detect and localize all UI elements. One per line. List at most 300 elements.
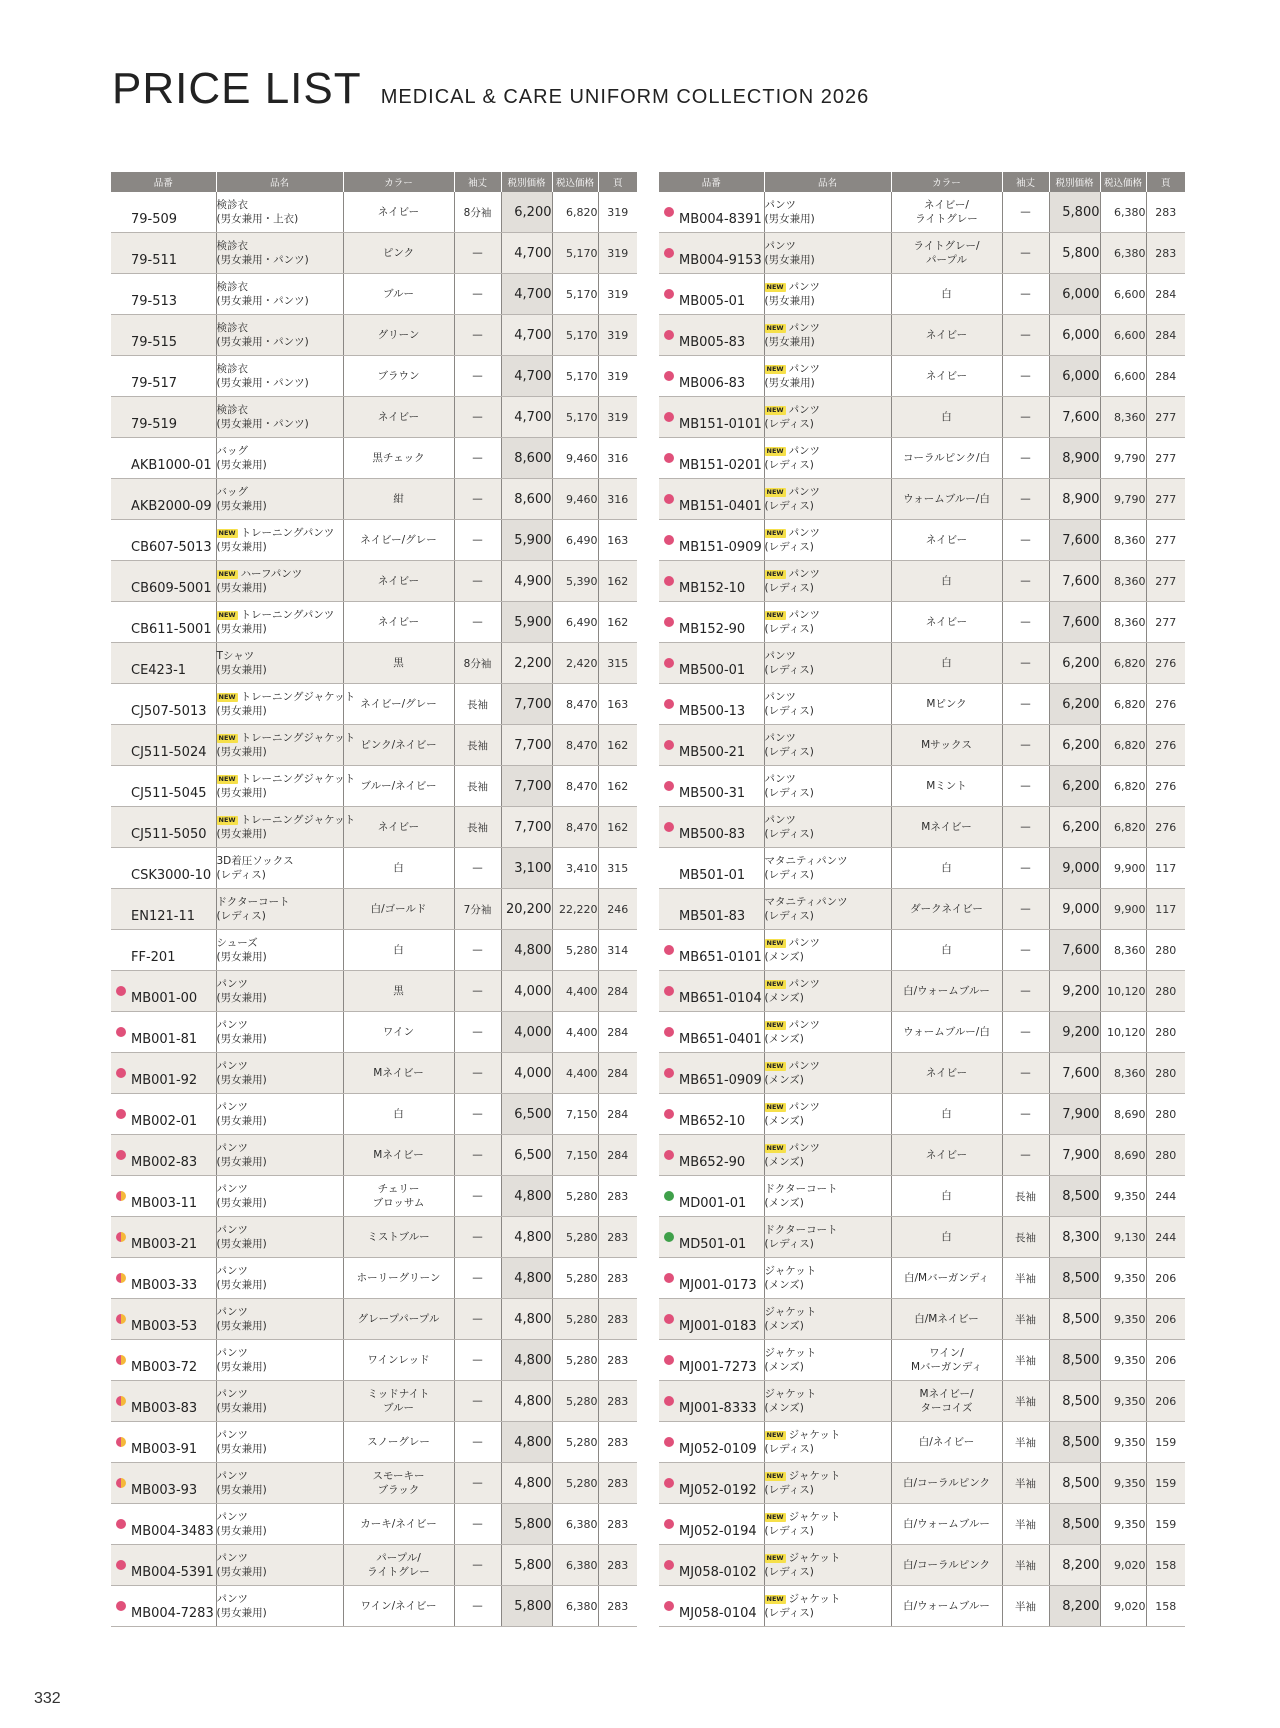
cell-color <box>343 807 454 848</box>
cell-sleeve: 長袖 <box>1002 1217 1049 1258</box>
cell-sleeve: — <box>454 602 501 643</box>
cell-price: 9,200 <box>1049 971 1100 1012</box>
item-code: MB003-33 <box>131 1278 198 1293</box>
cell-sleeve: — <box>1002 274 1049 315</box>
item-target: (レディス) <box>764 910 814 922</box>
table-row <box>111 561 637 602</box>
cell-color <box>891 1463 1002 1504</box>
cell-name <box>216 1504 343 1545</box>
cell-color <box>343 1463 454 1504</box>
table-row <box>659 971 1185 1012</box>
item-name <box>765 1428 891 1442</box>
item-code: MB003-83 <box>131 1401 198 1416</box>
cell-name <box>764 1176 891 1217</box>
cell-name <box>764 315 891 356</box>
cell-color <box>343 233 454 274</box>
cell-code <box>659 725 764 766</box>
item-color: 黒 <box>393 985 404 997</box>
cell-code <box>659 807 764 848</box>
item-color: 白 <box>941 575 952 587</box>
item-target: (男女兼用) <box>216 1115 267 1127</box>
table-row <box>659 479 1185 520</box>
cell-name <box>764 1463 891 1504</box>
new-badge: NEW <box>766 1431 784 1439</box>
cell-name <box>216 1135 343 1176</box>
item-name <box>765 1592 891 1606</box>
item-code: MD501-01 <box>679 1237 747 1252</box>
item-name <box>765 280 891 294</box>
category-dot-icon <box>664 740 674 750</box>
cell-color <box>891 1217 1002 1258</box>
item-color: ネイビー <box>925 1149 968 1161</box>
header-color: カラー <box>343 172 454 192</box>
item-name-text: パンツ <box>764 691 796 703</box>
item-color-line2: パープル <box>925 254 968 266</box>
cell-sleeve: — <box>454 315 501 356</box>
item-code: MB500-21 <box>679 745 746 760</box>
cell-color <box>891 479 1002 520</box>
item-target: (レディス) <box>764 869 814 881</box>
cell-color <box>891 848 1002 889</box>
category-dot-icon <box>116 1437 126 1447</box>
cell-price: 8,200 <box>1049 1545 1100 1586</box>
cell-name <box>216 1053 343 1094</box>
table-row <box>111 1463 637 1504</box>
cell-sleeve: — <box>454 397 501 438</box>
cell-sleeve: — <box>1002 725 1049 766</box>
cell-price: 6,200 <box>1049 684 1100 725</box>
table-row <box>659 1053 1185 1094</box>
item-target: (男女兼用) <box>216 582 267 594</box>
cell-name <box>216 1258 343 1299</box>
cell-code <box>111 1012 216 1053</box>
item-color: コーラルピンク/白 <box>902 452 990 464</box>
cell-price: 8,600 <box>501 479 552 520</box>
item-name-text: ジャケット <box>764 1306 817 1318</box>
item-color: 白 <box>941 411 952 423</box>
cell-code <box>111 930 216 971</box>
cell-sleeve: — <box>1002 807 1049 848</box>
cell-color <box>891 438 1002 479</box>
item-color-line2: Mバーガンディ <box>910 1361 982 1373</box>
item-name <box>765 1551 891 1565</box>
item-name <box>217 1223 343 1237</box>
cell-price: 6,200 <box>1049 807 1100 848</box>
table-row <box>111 520 637 561</box>
item-name-text: ジャケット <box>764 1265 817 1277</box>
cell-name <box>764 1258 891 1299</box>
cell-page: 163 <box>598 520 637 561</box>
cell-name <box>216 1463 343 1504</box>
item-target: (レディス) <box>764 1525 814 1537</box>
cell-code <box>659 479 764 520</box>
category-dot-icon <box>664 1027 674 1037</box>
cell-sleeve: — <box>1002 848 1049 889</box>
cell-code <box>659 971 764 1012</box>
item-color: 白/ネイビー <box>918 1436 975 1448</box>
cell-page: 280 <box>1146 1053 1185 1094</box>
item-target: (レディス) <box>764 705 814 717</box>
cell-price: 7,600 <box>1049 397 1100 438</box>
item-name-text: ジャケット <box>788 1511 841 1523</box>
cell-tax-price: 9,350 <box>1100 1176 1146 1217</box>
cell-page: 159 <box>1146 1463 1185 1504</box>
cell-price: 8,200 <box>1049 1586 1100 1627</box>
cell-tax-price: 8,360 <box>1100 520 1146 561</box>
item-code: MJ001-0173 <box>679 1278 757 1293</box>
cell-page: 314 <box>598 930 637 971</box>
cell-color <box>891 1504 1002 1545</box>
item-color: 白/コーラルピンク <box>902 1559 990 1571</box>
cell-code <box>659 766 764 807</box>
cell-tax-price: 5,170 <box>552 315 598 356</box>
item-target: (男女兼用) <box>216 623 267 635</box>
item-target: (男女兼用) <box>216 1361 267 1373</box>
cell-page: 283 <box>598 1176 637 1217</box>
cell-name <box>764 233 891 274</box>
item-name-text: パンツ <box>216 1306 248 1318</box>
cell-code <box>659 848 764 889</box>
item-target: (男女兼用) <box>216 541 267 553</box>
cell-code <box>111 520 216 561</box>
header-code: 品番 <box>659 172 764 192</box>
cell-sleeve: — <box>1002 561 1049 602</box>
cell-name <box>764 766 891 807</box>
cell-tax-price: 9,790 <box>1100 438 1146 479</box>
item-code: CJ511-5024 <box>131 745 207 760</box>
cell-code <box>659 192 764 233</box>
cell-name <box>216 1545 343 1586</box>
cell-color <box>891 643 1002 684</box>
cell-tax-price: 4,400 <box>552 1053 598 1094</box>
item-name-text: 検診衣 <box>216 240 248 252</box>
cell-name <box>764 1094 891 1135</box>
cell-code <box>659 930 764 971</box>
cell-price: 4,800 <box>501 1422 552 1463</box>
item-target: (男女兼用) <box>216 828 267 840</box>
cell-name <box>764 1545 891 1586</box>
table-header-row <box>659 172 1185 192</box>
item-code: MB651-0101 <box>679 950 762 965</box>
item-target: (男女兼用) <box>216 1238 267 1250</box>
cell-color <box>891 356 1002 397</box>
item-code: AKB1000-01 <box>131 458 212 473</box>
cell-sleeve: — <box>454 438 501 479</box>
item-target: (男女兼用) <box>764 336 815 348</box>
cell-tax-price: 9,350 <box>1100 1504 1146 1545</box>
item-code: MB002-01 <box>131 1114 198 1129</box>
cell-color <box>891 274 1002 315</box>
cell-name <box>764 848 891 889</box>
category-dot-icon <box>116 1560 126 1570</box>
cell-code <box>659 315 764 356</box>
item-name <box>217 1428 343 1442</box>
item-name-text: パンツ <box>788 363 821 375</box>
new-badge: NEW <box>218 775 236 783</box>
item-code: MB652-10 <box>679 1114 746 1129</box>
cell-price: 4,700 <box>501 233 552 274</box>
item-target: (メンズ) <box>764 1197 804 1209</box>
cell-sleeve: — <box>1002 766 1049 807</box>
cell-page: 280 <box>1146 1094 1185 1135</box>
cell-code <box>659 438 764 479</box>
item-code: MB152-10 <box>679 581 746 596</box>
item-color: ウォームブルー/白 <box>903 1026 990 1038</box>
cell-price: 6,500 <box>501 1094 552 1135</box>
item-name <box>765 1141 891 1155</box>
item-name <box>765 690 891 704</box>
item-code: MB152-90 <box>679 622 746 637</box>
item-code: FF-201 <box>131 950 176 965</box>
cell-price: 4,800 <box>501 1463 552 1504</box>
item-name-text: パンツ <box>216 1265 248 1277</box>
item-color: Mピンク <box>926 698 967 710</box>
item-code: MJ001-0183 <box>679 1319 757 1334</box>
item-name-text: ジャケット <box>788 1470 841 1482</box>
item-name-text: 検診衣 <box>216 199 248 211</box>
cell-sleeve: 長袖 <box>454 807 501 848</box>
cell-sleeve: — <box>454 1422 501 1463</box>
cell-code <box>659 233 764 274</box>
cell-code <box>111 1422 216 1463</box>
item-code: MB006-83 <box>679 376 746 391</box>
cell-price: 7,600 <box>1049 561 1100 602</box>
cell-color <box>343 1299 454 1340</box>
cell-name <box>764 1135 891 1176</box>
item-color: ネイビー <box>925 616 968 628</box>
item-target: (男女兼用) <box>216 664 267 676</box>
cell-code <box>659 1012 764 1053</box>
table-row <box>659 1176 1185 1217</box>
cell-tax-price: 5,280 <box>552 1340 598 1381</box>
cell-tax-price: 9,350 <box>1100 1463 1146 1504</box>
item-code: MJ052-0194 <box>679 1524 757 1539</box>
cell-sleeve: 半袖 <box>1002 1586 1049 1627</box>
item-color: グレープパープル <box>357 1313 440 1325</box>
cell-name <box>216 520 343 561</box>
cell-page: 283 <box>598 1340 637 1381</box>
table-row <box>659 1381 1185 1422</box>
item-code: MJ001-7273 <box>679 1360 757 1375</box>
cell-tax-price: 9,350 <box>1100 1258 1146 1299</box>
item-target: (男女兼用) <box>764 295 815 307</box>
item-color: Mネイビー/ <box>919 1388 974 1400</box>
item-color: ダークネイビー <box>910 903 983 915</box>
item-code: CB609-5001 <box>131 581 212 596</box>
item-name <box>217 567 343 581</box>
table-row <box>659 1094 1185 1135</box>
cell-name <box>216 1422 343 1463</box>
item-name <box>765 1510 891 1524</box>
cell-color <box>343 1217 454 1258</box>
item-name-text: パンツ <box>216 1060 248 1072</box>
item-name <box>217 444 343 458</box>
item-target: (メンズ) <box>764 1279 804 1291</box>
cell-price: 7,700 <box>501 684 552 725</box>
cell-tax-price: 6,490 <box>552 602 598 643</box>
item-name <box>217 690 356 704</box>
item-name-text: パンツ <box>216 1019 248 1031</box>
item-color: 黒 <box>393 657 404 669</box>
cell-page: 277 <box>1146 561 1185 602</box>
item-name-text: ドクターコート <box>764 1183 838 1195</box>
cell-color <box>343 971 454 1012</box>
cell-tax-price: 8,470 <box>552 766 598 807</box>
item-target: (レディス) <box>764 1607 814 1619</box>
table-row <box>111 1545 637 1586</box>
item-name <box>217 198 343 212</box>
item-target: (男女兼用) <box>764 377 815 389</box>
cell-name <box>216 1586 343 1627</box>
item-name-text: バッグ <box>216 445 248 457</box>
cell-color <box>343 1053 454 1094</box>
cell-sleeve: — <box>454 1012 501 1053</box>
table-header-row <box>111 172 637 192</box>
item-color: 白/Mバーガンディ <box>903 1272 990 1284</box>
page-title: PRICE LIST <box>112 64 362 113</box>
cell-page: 284 <box>598 1053 637 1094</box>
category-dot-icon <box>664 1560 674 1570</box>
cell-page: 284 <box>1146 356 1185 397</box>
item-name-text: パンツ <box>788 1101 821 1113</box>
item-name-text: パンツ <box>788 937 821 949</box>
cell-code <box>659 1586 764 1627</box>
cell-name <box>216 1381 343 1422</box>
cell-sleeve: — <box>1002 1012 1049 1053</box>
cell-color <box>343 930 454 971</box>
new-badge: NEW <box>766 939 784 947</box>
header-sleeve: 袖丈 <box>1002 172 1049 192</box>
cell-sleeve: 長袖 <box>454 766 501 807</box>
cell-page: 284 <box>1146 315 1185 356</box>
item-target: (男女兼用) <box>216 1279 267 1291</box>
header-page: 頁 <box>1146 172 1185 192</box>
item-color-line2: ブラック <box>377 1484 420 1496</box>
cell-color <box>891 807 1002 848</box>
item-color: Mネイビー <box>373 1149 424 1161</box>
cell-name <box>764 971 891 1012</box>
cell-tax-price: 9,460 <box>552 479 598 520</box>
item-name-text: パンツ <box>764 199 796 211</box>
cell-name <box>216 1176 343 1217</box>
item-target: (レディス) <box>764 500 814 512</box>
cell-code <box>111 889 216 930</box>
cell-code <box>659 1258 764 1299</box>
item-color: 白/ウォームブルー <box>903 1518 990 1530</box>
item-code: CB607-5013 <box>131 540 212 555</box>
cell-name <box>764 930 891 971</box>
item-target: (メンズ) <box>764 1033 804 1045</box>
cell-sleeve: — <box>1002 602 1049 643</box>
item-name-text: パンツ <box>788 1019 821 1031</box>
item-name <box>217 280 343 294</box>
item-color: 白/ウォームブルー <box>903 985 990 997</box>
cell-name <box>764 438 891 479</box>
cell-code <box>111 479 216 520</box>
cell-color <box>891 1176 1002 1217</box>
item-color: ワイン/ネイビー <box>360 1600 437 1612</box>
cell-tax-price: 7,150 <box>552 1094 598 1135</box>
table-row <box>111 192 637 233</box>
cell-price: 4,700 <box>501 356 552 397</box>
cell-page: 162 <box>598 602 637 643</box>
cell-page: 284 <box>598 1135 637 1176</box>
new-badge: NEW <box>218 529 236 537</box>
category-dot-icon <box>116 986 126 996</box>
cell-name <box>764 1217 891 1258</box>
item-target: (男女兼用) <box>216 1074 267 1086</box>
cell-tax-price: 6,380 <box>552 1586 598 1627</box>
item-color: スモーキー <box>372 1470 425 1482</box>
cell-tax-price: 6,600 <box>1100 274 1146 315</box>
category-dot-icon <box>116 1273 126 1283</box>
cell-color <box>891 1299 1002 1340</box>
category-dot-icon <box>664 1314 674 1324</box>
cell-color <box>343 1340 454 1381</box>
item-target: (レディス) <box>764 1238 814 1250</box>
item-code: MJ052-0192 <box>679 1483 757 1498</box>
item-color: 白 <box>941 862 952 874</box>
cell-page: 158 <box>1146 1545 1185 1586</box>
item-code: 79-511 <box>131 253 178 268</box>
cell-sleeve: 長袖 <box>454 684 501 725</box>
cell-price: 8,500 <box>1049 1176 1100 1217</box>
item-color: ネイビー <box>377 821 420 833</box>
table-row <box>111 930 637 971</box>
cell-color <box>343 1094 454 1135</box>
price-table-left <box>111 172 637 1627</box>
table-row <box>111 1176 637 1217</box>
item-target: (男女兼用) <box>216 705 267 717</box>
item-name-text: パンツ <box>216 1552 248 1564</box>
item-name-text: パンツ <box>216 1511 248 1523</box>
item-name <box>217 1018 343 1032</box>
item-code: AKB2000-09 <box>131 499 212 514</box>
item-name <box>217 1059 343 1073</box>
item-name-text: パンツ <box>788 404 821 416</box>
cell-page: 244 <box>1146 1217 1185 1258</box>
table-row <box>659 1135 1185 1176</box>
cell-sleeve: — <box>1002 356 1049 397</box>
cell-tax-price: 6,380 <box>552 1545 598 1586</box>
table-row <box>659 889 1185 930</box>
cell-price: 8,500 <box>1049 1381 1100 1422</box>
cell-color <box>343 356 454 397</box>
cell-tax-price: 8,360 <box>1100 561 1146 602</box>
item-code: MJ001-8333 <box>679 1401 757 1416</box>
item-target: (メンズ) <box>764 1115 804 1127</box>
item-name-text: パンツ <box>216 1347 248 1359</box>
cell-color <box>343 1176 454 1217</box>
item-code: EN121-11 <box>131 909 195 924</box>
item-target: (男女兼用) <box>216 1033 267 1045</box>
cell-color <box>343 889 454 930</box>
header-name: 品名 <box>216 172 343 192</box>
cell-page: 276 <box>1146 643 1185 684</box>
new-badge: NEW <box>766 611 784 619</box>
cell-price: 8,500 <box>1049 1299 1100 1340</box>
item-target: (メンズ) <box>764 992 804 1004</box>
item-name-text: トレーニングジャケット <box>240 773 356 785</box>
category-dot-icon <box>664 453 674 463</box>
item-name <box>765 526 891 540</box>
cell-page: 206 <box>1146 1258 1185 1299</box>
cell-page: 319 <box>598 192 637 233</box>
cell-page: 159 <box>1146 1504 1185 1545</box>
category-dot-icon <box>664 535 674 545</box>
cell-color <box>891 192 1002 233</box>
cell-tax-price: 5,280 <box>552 1176 598 1217</box>
